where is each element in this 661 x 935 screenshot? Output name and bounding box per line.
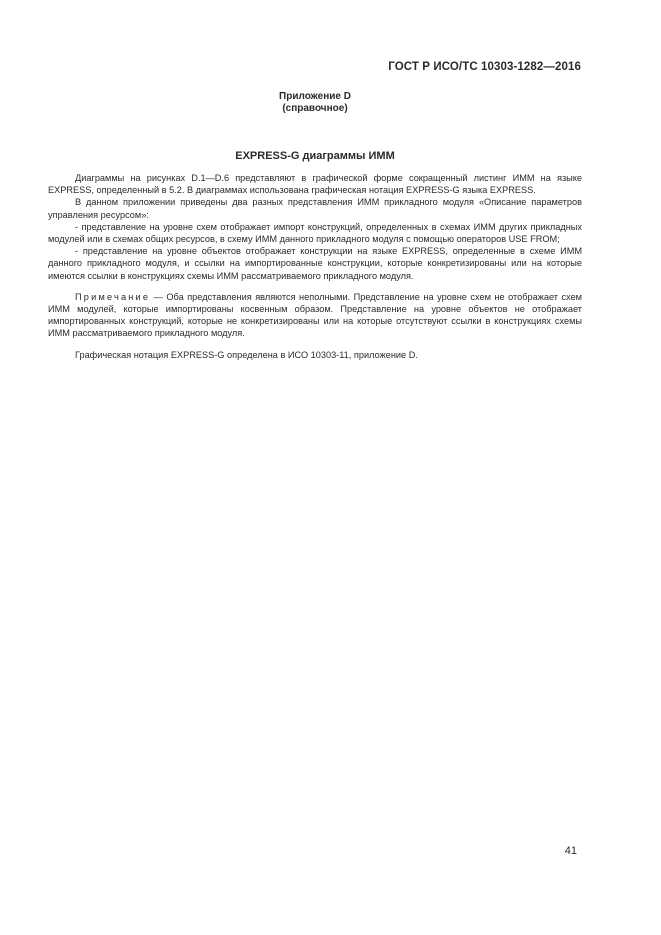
paragraph-two-representations: В данном приложении приведены два разных представления ИММ прикладного модуля «Описание параметров управления ресурсом»: xyxy=(48,197,582,220)
note-text: — Оба представления являются неполными. Представление на уровне схем не отображает схем ИММ модулей, которые импортированы косвенным образом. Представление на уровне объектов не отображает импортированных конструкций, которые не конкретизированы или на которые отсутствуют ссылки в конструкциях схемы ИММ рассматриваемого прикладного модуля. xyxy=(48,291,582,339)
annex-subtitle: (справочное) xyxy=(282,103,348,114)
paragraph-schema-level: - представление на уровне схем отображает импорт конструкций, определенных в схемах ИММ других прикладных модулей или в схемах общих ресурсов, в схему ИММ данного прикладного модуля с помощью операторов USE FROM; xyxy=(48,221,582,245)
paragraph-diagrams-intro: Диаграммы на рисунках D.1—D.6 представляют в графической форме сокращенный листинг ИММ на языке EXPRESS, определенный в 5.2. В диаграммах использована графическая нотация EXPRESS-G языка EXPRESS. xyxy=(48,173,582,196)
page-number: 41 xyxy=(564,845,577,857)
paragraph-entity-level: - представление на уровне объектов отображает конструкции на языке EXPRESS, определенные в схеме ИММ данного прикладного модуля, и ссылки на импортированные конструкции, которые конкретизированы или на которые имеются ссылки в конструкциях схемы ИММ рассматриваемого прикладного модуля. xyxy=(48,246,582,281)
standard-header: ГОСТ Р ИСО/ТС 10303-1282—2016 xyxy=(388,61,581,73)
body-text xyxy=(48,172,582,361)
note-label: Примечание xyxy=(75,291,151,302)
section-title: EXPRESS-G диаграммы ИММ xyxy=(235,150,395,162)
note-paragraph xyxy=(48,291,582,340)
annex-heading xyxy=(0,91,630,115)
paragraph-notation-reference: Графическая нотация EXPRESS-G определена в ИСО 10303-11, приложение D. xyxy=(75,349,418,360)
annex-title: Приложение D xyxy=(279,91,351,102)
